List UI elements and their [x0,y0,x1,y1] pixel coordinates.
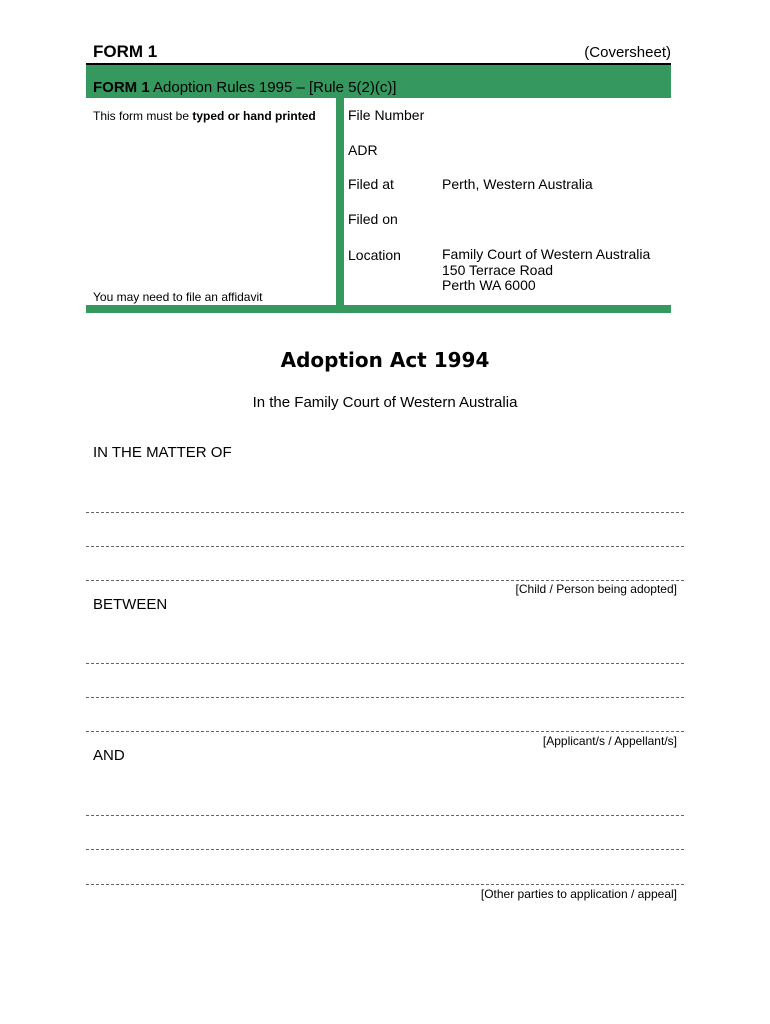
affidavit-note: You may need to file an affidavit [93,290,263,304]
location-address [442,247,650,294]
and-line-1[interactable] [86,815,684,816]
file-number-label: File Number [348,107,425,123]
matter-line-3[interactable] [86,580,684,581]
and-line-2[interactable] [86,849,684,850]
matter-line-1[interactable] [86,512,684,513]
matter-heading: IN THE MATTER OF [93,444,232,461]
address-line-2: 150 Terrace Road [442,261,554,278]
filed-at-label: Filed at [348,176,394,192]
form-title: FORM 1 [93,42,158,61]
coversheet-label: (Coversheet) [584,44,671,61]
between-line-2[interactable] [86,697,684,698]
and-heading: AND [93,747,125,764]
and-note: [Other parties to application / appeal] [480,887,677,901]
instruction-prefix: This form must be [93,109,193,123]
address-line-3: Perth WA 6000 [442,277,536,293]
act-title: Adoption Act 1994 [280,348,490,372]
location-label: Location [348,247,401,263]
court-name: In the Family Court of Western Australia [252,394,518,411]
column-divider [336,98,344,311]
adr-label: ADR [348,142,378,158]
rule-reference [93,79,396,96]
band-form-label: FORM 1 [93,79,150,96]
filed-on-label: Filed on [348,211,398,227]
form-instruction [93,109,316,123]
matter-line-2[interactable] [86,546,684,547]
between-line-3[interactable] [86,731,684,732]
between-heading: BETWEEN [93,596,168,613]
band-rule-text: Adoption Rules 1995 – [Rule 5(2)(c)] [149,79,397,96]
header-bottom-rule [86,305,671,313]
matter-note: [Child / Person being adopted] [515,582,677,596]
between-line-1[interactable] [86,663,684,664]
and-line-3[interactable] [86,884,684,885]
filed-at-value: Perth, Western Australia [442,176,593,192]
between-note: [Applicant/s / Appellant/s] [542,734,677,748]
instruction-emphasis: typed or hand printed [192,109,316,123]
address-line-1: Family Court of Western Australia [442,246,651,262]
